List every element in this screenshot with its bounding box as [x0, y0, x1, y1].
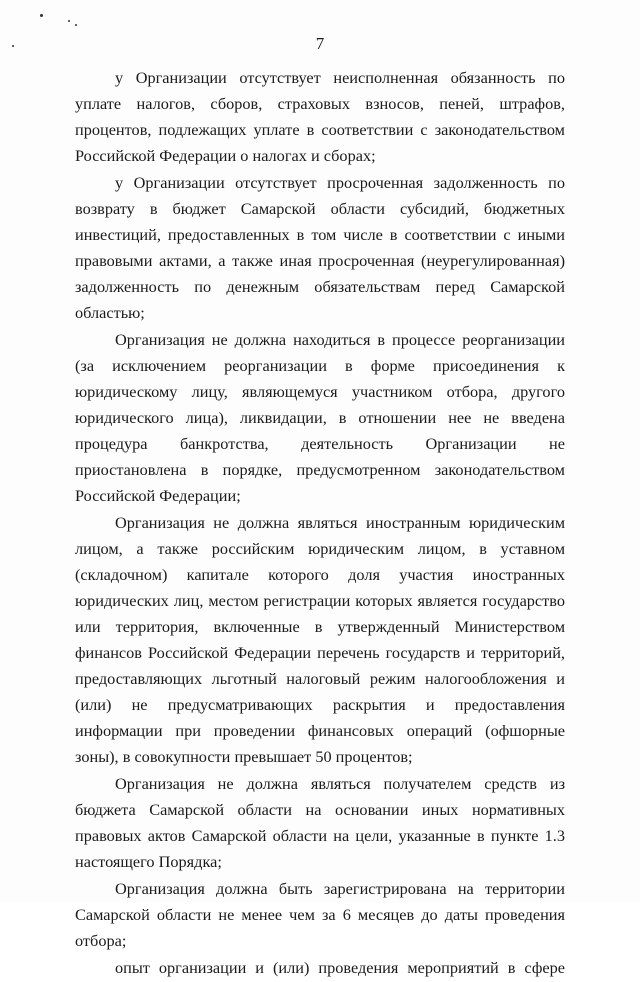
paragraph: Организация не должна являться получателем средств из бюджета Самарской области на основании иных нормативных правовых актов Самарской области на цели, указанные в пункте 1.3 настоящего Порядка;: [75, 774, 565, 871]
paragraph: у Организации отсутствует просроченная задолженность по возврату в бюджет Самарской области субсидий, бюджетных инвестиций, предоставленных в том числе в соответствии с иными правовыми актами, а также иная просроченная (неурегулированная) задолженность по денежным обязательствам перед Самарской областью;: [75, 173, 565, 322]
paragraph: у Организации отсутствует неисполненная обязанность по уплате налогов, сборов, страховых взносов, пеней, штрафов, процентов, подлежащих уплате в соответствии с законодательством Российской Федерации о налогах и сборах;: [75, 68, 565, 165]
paragraph: опыт организации и (или) проведения мероприятий в сфере: [115, 958, 565, 977]
paragraph: Организация должна быть зарегистрирована на территории Самарской области не менее чем за 6 месяцев до даты проведения отбора;: [75, 879, 565, 950]
scan-speck: [68, 20, 70, 22]
scan-speck: [40, 14, 43, 17]
paragraph: Организация не должна находиться в процессе реорганизации (за исключением реорганизации в форме присоединения к юридическому лицу, являющемуся участником отбора, другого юридического лица), ликвидации, в отношении нее не введена процедура банкротства, деятельность Организации не приостановлена в порядке, предусмотренном законодательством Российской Федерации;: [75, 330, 565, 505]
scan-speck: [75, 24, 77, 26]
paragraph: Организация не должна являться иностранным юридическим лицом, а также российским юридическим лицом, в уставном (складочном) капитале которого доля участия иностранных юридических лиц, местом регистрации которых является государство или территория, включенные в утвержденный Министерством финансов Российской Федерации перечень государств и территорий, предоставляющих льготный налоговый режим налогообложения и (или) не предусматривающих раскрытия и предоставления информации при проведении финансовых операций (офшорные зоны), в совокупности превышает 50 процентов;: [75, 513, 565, 766]
document-body: [75, 65, 565, 982]
page-number: 7: [315, 34, 325, 53]
